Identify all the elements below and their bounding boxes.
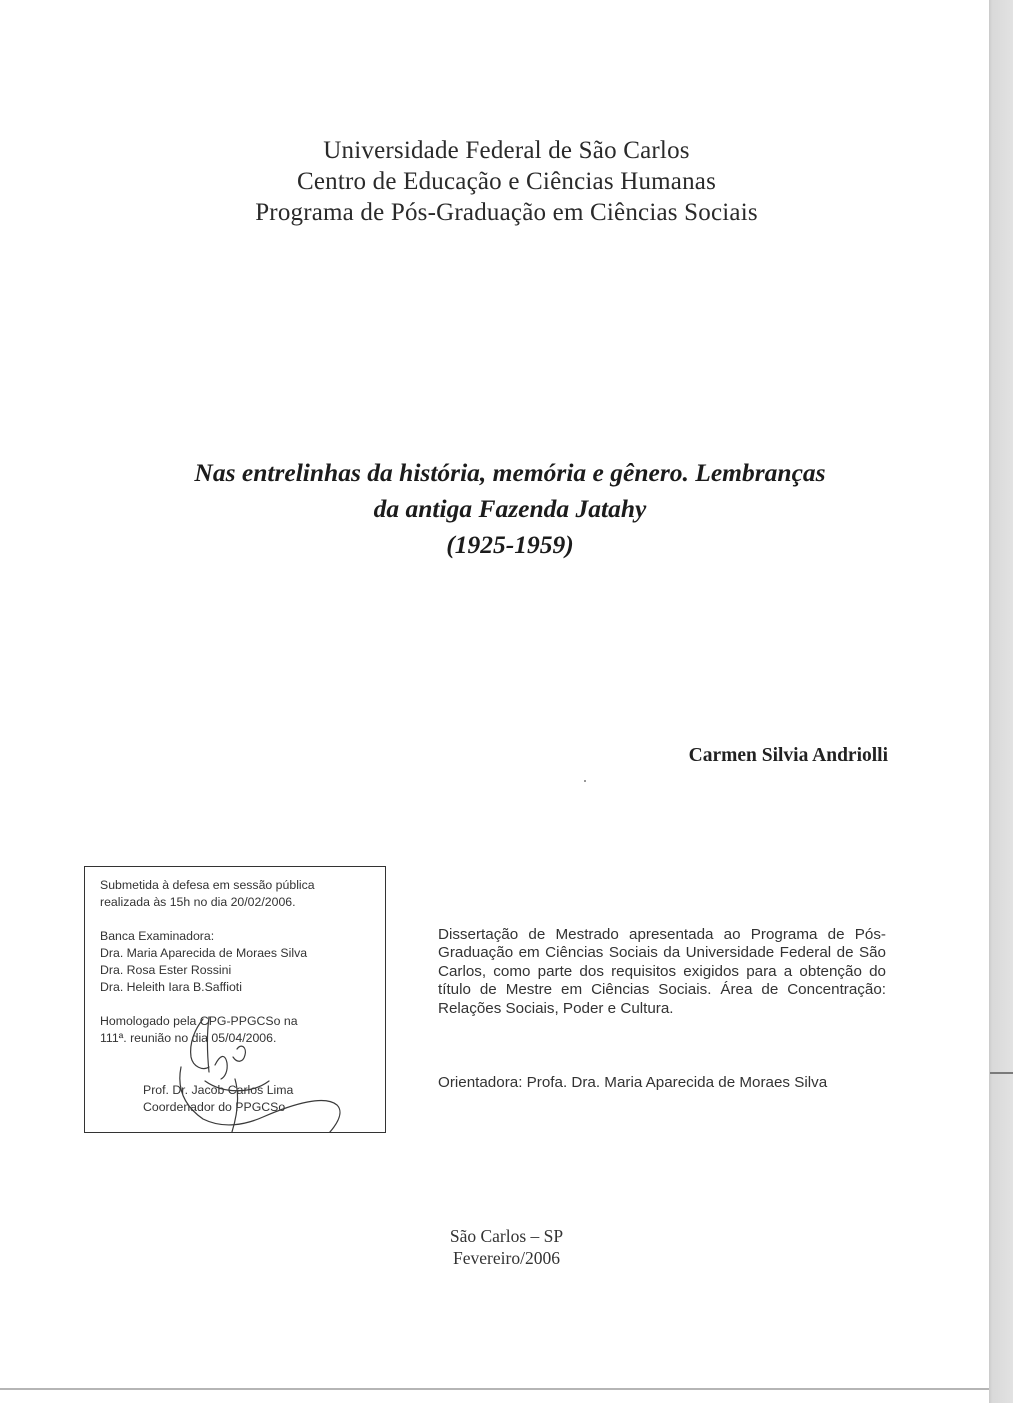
scan-edge-bottom [0,1388,989,1405]
committee-member: Dra. Heleith Iara B.Saffioti [100,980,242,994]
signatory [143,1082,423,1116]
committee-heading: Banca Examinadora: [100,929,215,943]
defense-line-2: realizada às 15h no dia 20/02/2006. [100,895,296,909]
homologation-line-2: 111ª. reunião no dia 05/04/2006. [100,1031,277,1045]
date: Fevereiro/2006 [453,1248,560,1268]
committee-member: Dra. Maria Aparecida de Moraes Silva [100,946,308,960]
committee [100,928,380,996]
dissertation-abstract: Dissertação de Mestrado apresentada ao Programa de Pós-Graduação em Ciências Sociais da Universidade Federal de São Carlos, como parte dos requisitos exigidos para a obtenção do título de Mestre em Ciências Sociais. Área de Concentração: Relações Sociais, Poder e Cultura. [438,926,886,1017]
advisor-info: Orientadora: Profa. Dra. Maria Aparecida de Moraes Silva [438,1074,828,1091]
defense-line-1: Submetida à defesa em sessão pública [100,878,315,892]
defense-info [100,877,380,911]
committee-member: Dra. Rosa Ester Rossini [100,963,232,977]
place-and-date [0,1225,1013,1269]
homologation-line-1: Homologado pela CPG-PPGCSo na [100,1014,298,1028]
institution-header [0,135,1013,228]
title-line-1: Nas entrelinhas da história, memória e gênero. Lembranças [194,458,826,487]
signatory-line-2: Coordenador do PPGCSo [143,1100,286,1114]
center-name: Centro de Educação e Ciências Humanas [296,168,717,195]
title-line-2: da antiga Fazenda Jatahy [373,494,647,523]
program-name: Programa de Pós-Graduação em Ciências Sociais [255,199,758,226]
signatory-line-1: Prof. Dr. Jacob Carlos Lima [143,1083,294,1097]
scan-speck [584,780,586,782]
author-name: Carmen Silvia Andriolli [688,745,888,766]
scan-mark [990,1072,1013,1074]
homologation [100,1013,380,1047]
approval-stamp-box [84,866,386,1133]
dissertation-title [100,455,920,563]
place: São Carlos – SP [449,1226,564,1246]
university-name: Universidade Federal de São Carlos [323,137,690,164]
title-line-3: (1925-1959) [446,530,574,559]
